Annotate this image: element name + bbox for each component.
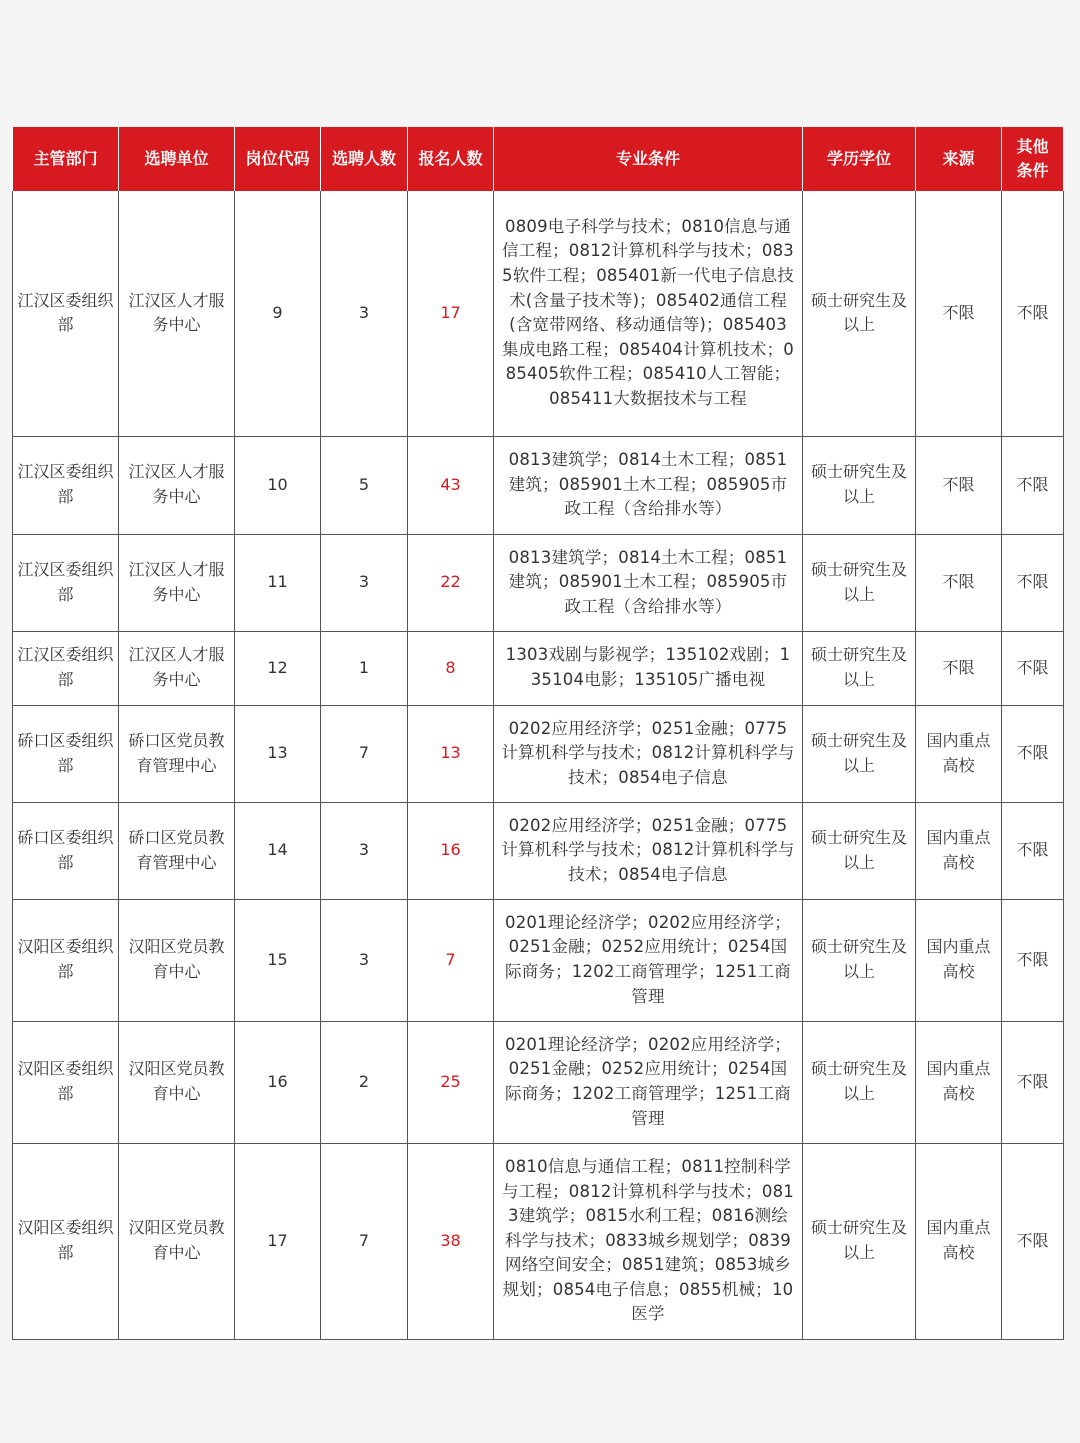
cell-dept: 江汉区委组织部	[13, 436, 119, 534]
table-row	[13, 899, 1064, 1021]
cell-major: 0201理论经济学；0202应用经济学；0251金融；0252应用统计；0254国际商务；1202工商管理学；1251工商管理	[494, 899, 803, 1021]
cell-code: 9	[235, 191, 321, 436]
cell-other: 不限	[1002, 899, 1064, 1021]
cell-source: 不限	[916, 534, 1002, 631]
header-hire: 选聘人数	[321, 127, 408, 191]
cell-code: 10	[235, 436, 321, 534]
cell-reg: 25	[408, 1021, 494, 1143]
cell-source: 国内重点高校	[916, 1143, 1002, 1339]
cell-major: 0810信息与通信工程；0811控制科学与工程；0812计算机科学与技术；0813建筑学；0815水利工程；0816测绘科学与技术；0833城乡规划学；0839网络空间安全；0851建筑；0853城乡规划；0854电子信息；0855机械；10医学	[494, 1143, 803, 1339]
cell-edu: 硕士研究生及以上	[803, 436, 916, 534]
cell-code: 11	[235, 534, 321, 631]
cell-hire: 5	[321, 436, 408, 534]
cell-unit: 汉阳区党员教育中心	[119, 1021, 235, 1143]
cell-major: 1303戏剧与影视学；135102戏剧；135104电影；135105广播电视	[494, 631, 803, 705]
cell-hire: 3	[321, 802, 408, 899]
cell-edu: 硕士研究生及以上	[803, 899, 916, 1021]
cell-hire: 1	[321, 631, 408, 705]
cell-edu: 硕士研究生及以上	[803, 191, 916, 436]
cell-dept: 硚口区委组织部	[13, 802, 119, 899]
cell-other: 不限	[1002, 802, 1064, 899]
cell-source: 国内重点高校	[916, 705, 1002, 802]
header-major: 专业条件	[494, 127, 803, 191]
cell-other: 不限	[1002, 436, 1064, 534]
cell-hire: 7	[321, 1143, 408, 1339]
cell-edu: 硕士研究生及以上	[803, 1021, 916, 1143]
cell-other: 不限	[1002, 1021, 1064, 1143]
cell-edu: 硕士研究生及以上	[803, 1143, 916, 1339]
cell-reg: 38	[408, 1143, 494, 1339]
cell-unit: 硚口区党员教育管理中心	[119, 705, 235, 802]
cell-reg: 7	[408, 899, 494, 1021]
cell-hire: 3	[321, 899, 408, 1021]
cell-unit: 硚口区党员教育管理中心	[119, 802, 235, 899]
cell-unit: 江汉区人才服务中心	[119, 631, 235, 705]
cell-source: 国内重点高校	[916, 899, 1002, 1021]
cell-other: 不限	[1002, 1143, 1064, 1339]
cell-source: 国内重点高校	[916, 1021, 1002, 1143]
cell-dept: 汉阳区委组织部	[13, 1021, 119, 1143]
cell-major: 0813建筑学；0814土木工程；0851建筑；085901土木工程；085905市政工程（含给排水等）	[494, 534, 803, 631]
cell-major: 0201理论经济学；0202应用经济学；0251金融；0252应用统计；0254国际商务；1202工商管理学；1251工商管理	[494, 1021, 803, 1143]
cell-dept: 江汉区委组织部	[13, 631, 119, 705]
cell-reg: 13	[408, 705, 494, 802]
cell-reg: 8	[408, 631, 494, 705]
cell-other: 不限	[1002, 705, 1064, 802]
cell-dept: 江汉区委组织部	[13, 191, 119, 436]
cell-reg: 16	[408, 802, 494, 899]
table-header	[13, 127, 1064, 191]
cell-reg: 17	[408, 191, 494, 436]
cell-reg: 22	[408, 534, 494, 631]
recruitment-table-container	[12, 127, 1063, 1340]
cell-unit: 江汉区人才服务中心	[119, 191, 235, 436]
cell-major: 0202应用经济学；0251金融；0775计算机科学与技术；0812计算机科学与技术；0854电子信息	[494, 802, 803, 899]
cell-dept: 汉阳区委组织部	[13, 1143, 119, 1339]
cell-reg: 43	[408, 436, 494, 534]
cell-other: 不限	[1002, 534, 1064, 631]
header-dept: 主管部门	[13, 127, 119, 191]
table-row	[13, 1143, 1064, 1339]
cell-unit: 江汉区人才服务中心	[119, 436, 235, 534]
cell-code: 15	[235, 899, 321, 1021]
cell-code: 12	[235, 631, 321, 705]
table-body	[13, 191, 1064, 1339]
header-source: 来源	[916, 127, 1002, 191]
cell-source: 不限	[916, 436, 1002, 534]
header-code: 岗位代码	[235, 127, 321, 191]
cell-unit: 江汉区人才服务中心	[119, 534, 235, 631]
cell-edu: 硕士研究生及以上	[803, 705, 916, 802]
header-unit: 选聘单位	[119, 127, 235, 191]
header-edu: 学历学位	[803, 127, 916, 191]
cell-major: 0813建筑学；0814土木工程；0851建筑；085901土木工程；085905市政工程（含给排水等）	[494, 436, 803, 534]
cell-hire: 2	[321, 1021, 408, 1143]
cell-code: 14	[235, 802, 321, 899]
table-row	[13, 802, 1064, 899]
cell-dept: 江汉区委组织部	[13, 534, 119, 631]
cell-unit: 汉阳区党员教育中心	[119, 899, 235, 1021]
cell-code: 16	[235, 1021, 321, 1143]
table-row	[13, 191, 1064, 436]
cell-code: 13	[235, 705, 321, 802]
table-row	[13, 436, 1064, 534]
table-row	[13, 631, 1064, 705]
recruitment-table	[12, 127, 1064, 1340]
cell-major: 0809电子科学与技术；0810信息与通信工程；0812计算机科学与技术；0835软件工程；085401新一代电子信息技术(含量子技术等)；085402通信工程(含宽带网络、移动通信等)；085403集成电路工程；085404计算机技术；085405软件工程；085410人工智能；085411大数据技术与工程	[494, 191, 803, 436]
cell-major: 0202应用经济学；0251金融；0775计算机科学与技术；0812计算机科学与技术；0854电子信息	[494, 705, 803, 802]
cell-dept: 硚口区委组织部	[13, 705, 119, 802]
cell-edu: 硕士研究生及以上	[803, 631, 916, 705]
header-reg: 报名人数	[408, 127, 494, 191]
table-row	[13, 1021, 1064, 1143]
cell-other: 不限	[1002, 191, 1064, 436]
cell-hire: 7	[321, 705, 408, 802]
header-other: 其他条件	[1002, 127, 1064, 191]
cell-code: 17	[235, 1143, 321, 1339]
table-row	[13, 705, 1064, 802]
table-row	[13, 534, 1064, 631]
cell-source: 国内重点高校	[916, 802, 1002, 899]
header-row	[13, 127, 1064, 191]
cell-hire: 3	[321, 534, 408, 631]
cell-unit: 汉阳区党员教育中心	[119, 1143, 235, 1339]
cell-hire: 3	[321, 191, 408, 436]
cell-dept: 汉阳区委组织部	[13, 899, 119, 1021]
cell-edu: 硕士研究生及以上	[803, 534, 916, 631]
cell-source: 不限	[916, 191, 1002, 436]
cell-source: 不限	[916, 631, 1002, 705]
cell-other: 不限	[1002, 631, 1064, 705]
cell-edu: 硕士研究生及以上	[803, 802, 916, 899]
